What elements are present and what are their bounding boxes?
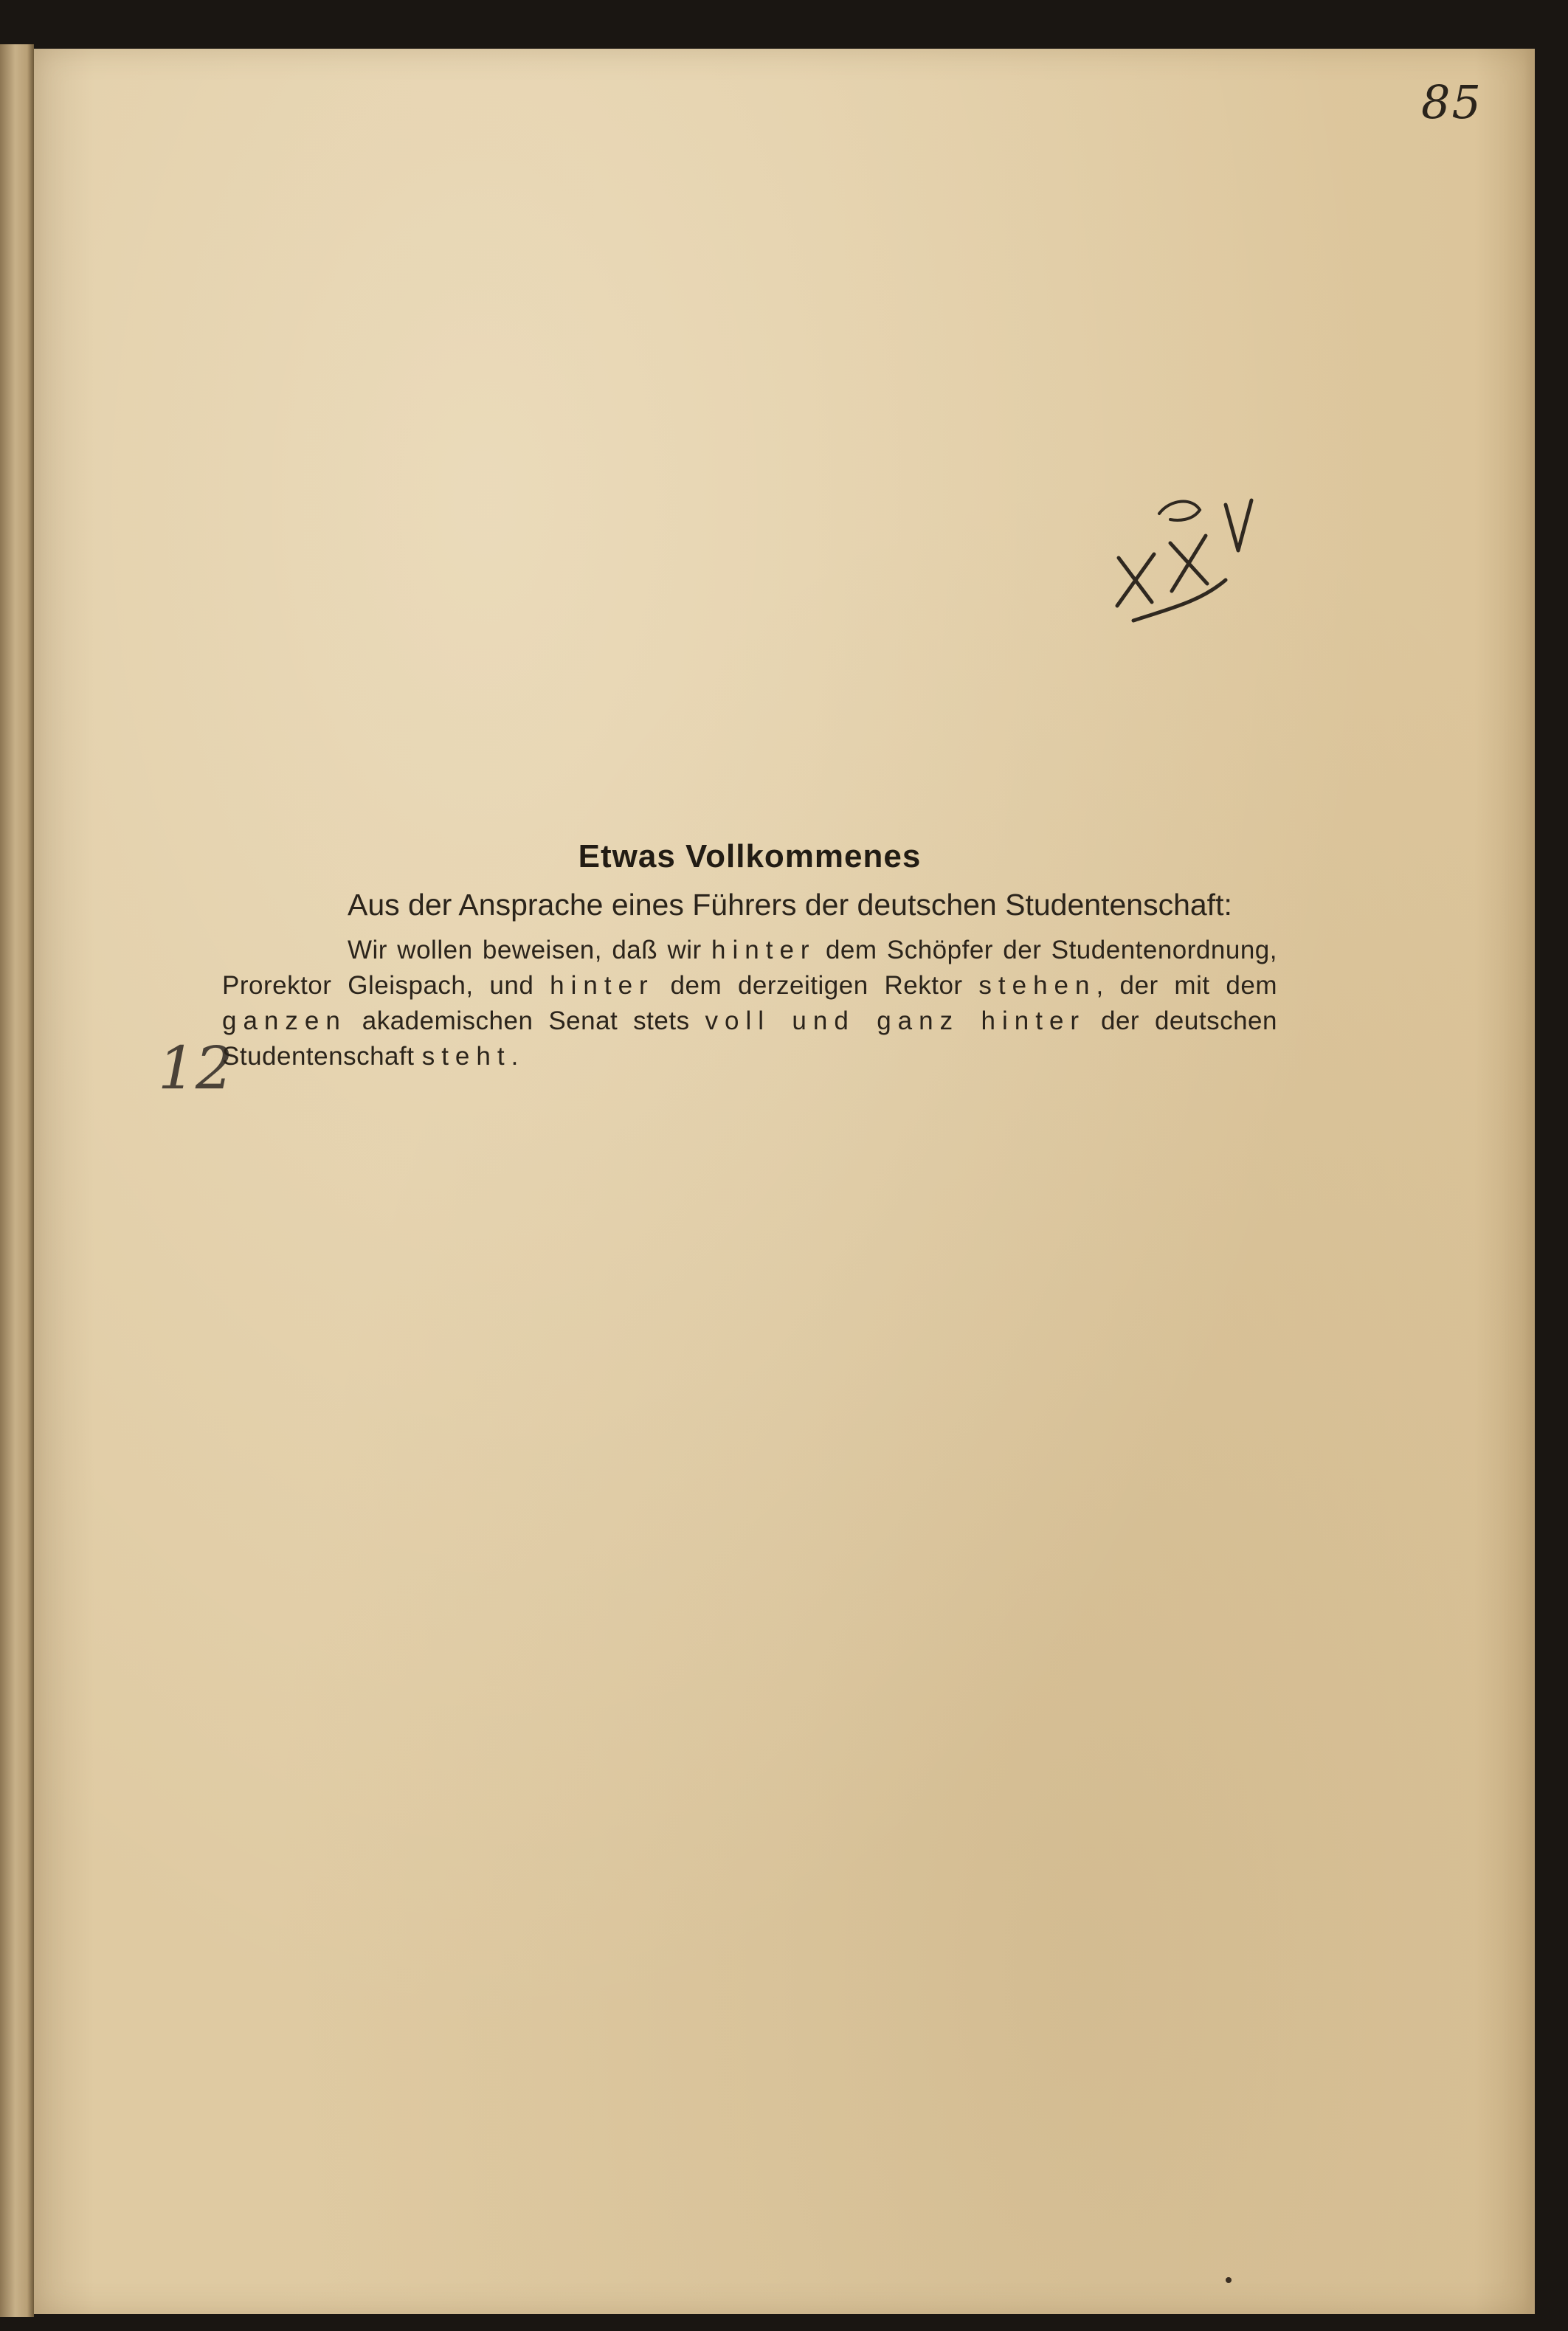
page-edge: [1524, 49, 1535, 2314]
article-title: Etwas Vollkommenes: [578, 838, 922, 874]
quote-text: akademischen Senat stets: [346, 1006, 705, 1035]
quote-text: .: [511, 1042, 519, 1071]
quote-emphasis: stehen: [978, 971, 1096, 1000]
page-number: 85: [1421, 75, 1482, 129]
quote-emphasis: hinter: [711, 936, 816, 964]
quote-emphasis: steht: [421, 1042, 511, 1071]
quote-text: dem derzeitigen Rektor: [654, 971, 979, 1000]
quote-text: dem Schöpfer der Studentenordnung, Prorektor Gleispach, und: [222, 936, 1277, 1000]
quote-text: der deutschen Studentenschaft: [222, 1006, 1277, 1071]
quote-emphasis: hinter: [550, 971, 655, 1000]
pencil-margin-note: 12: [158, 1034, 233, 1102]
previous-page-edge: [0, 44, 34, 2317]
handwritten-roman-numeral: [1096, 432, 1274, 632]
article-intro: Aus der Ansprache eines Führers der deutschen Studentenschaft:: [348, 888, 1232, 922]
quote-text: Wir wollen beweisen, daß wir: [348, 936, 712, 964]
document-page: [34, 49, 1535, 2314]
quote-emphasis: voll und ganz hinter: [705, 1006, 1086, 1035]
article-quote: [222, 933, 1277, 1074]
quote-emphasis: ganzen: [222, 1006, 347, 1035]
quote-text: , der mit dem: [1096, 971, 1277, 1000]
article: [222, 838, 1277, 1074]
ink-speck: [1226, 2277, 1232, 2283]
